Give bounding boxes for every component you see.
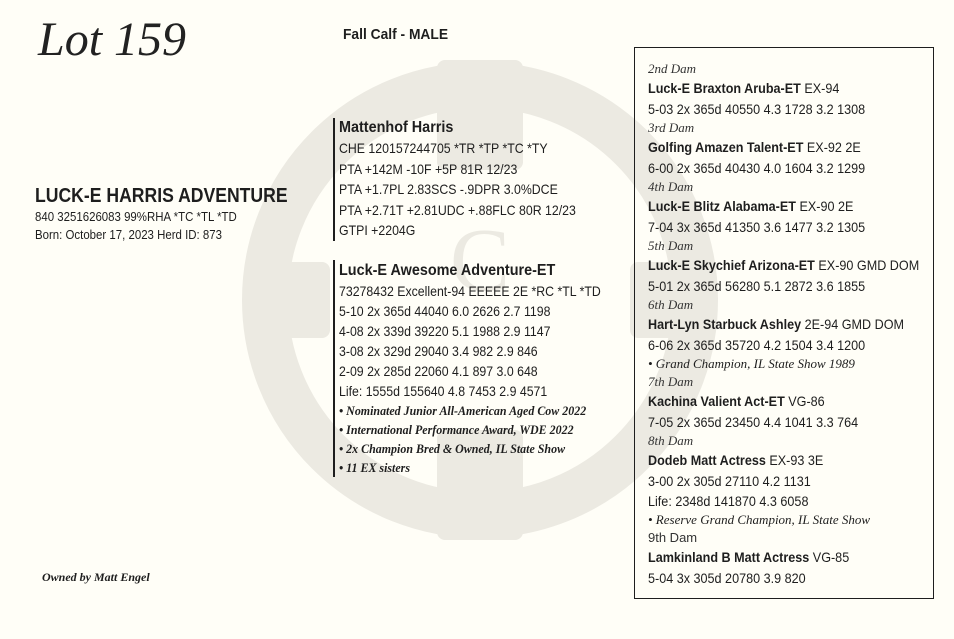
sire-line: PTA +1.7PL 2.83SCS -.9DPR 3.0%DCE (339, 181, 558, 197)
ancestor-record: 6-06 2x 365d 35720 4.2 1504 3.4 1200 (648, 337, 866, 353)
class-label: Fall Calf - MALE (343, 26, 449, 43)
ancestor-name: Hart-Lyn Starbuck Ashley (648, 316, 802, 332)
dam-line: 4-08 2x 339d 39220 5.1 1988 2.9 1147 (339, 323, 551, 339)
ancestor-score: EX-92 2E (806, 139, 861, 155)
animal-name: LUCK-E HARRIS ADVENTURE (35, 185, 288, 207)
sire-line: GTPI +2204G (339, 222, 416, 238)
ancestor-record: 5-04 3x 305d 20780 3.9 820 (648, 570, 806, 586)
generation-label: 8th Dam (648, 433, 694, 448)
generation-label: 3rd Dam (648, 120, 695, 135)
dam-note: • 11 EX sisters (339, 460, 410, 475)
generation-label: 2nd Dam (648, 61, 697, 76)
ancestor-score: VG-85 (812, 549, 850, 565)
ancestor-note: • Reserve Grand Champion, IL State Show (648, 512, 871, 527)
ancestor-name: Luck-E Skychief Arizona-ET (648, 257, 815, 273)
sire-line: PTA +142M -10F +5P 81R 12/23 (339, 160, 518, 177)
lot-title: Lot 159 (38, 13, 187, 66)
sire-line: CHE 120157244705 *TR *TP *TC *TY (339, 140, 548, 156)
generation-label: 5th Dam (648, 238, 694, 253)
dam-line: 2-09 2x 285d 22060 4.1 897 3.0 648 (339, 363, 538, 379)
ancestor-name: Golfing Amazen Talent-ET (648, 139, 804, 155)
ancestor-score: EX-90 GMD DOM (818, 257, 920, 273)
ancestor-name: Dodeb Matt Actress (648, 452, 766, 468)
dam-name: Luck-E Awesome Adventure-ET (339, 262, 556, 279)
ancestor-name-line (648, 390, 905, 412)
ancestor-name-line (648, 136, 905, 158)
ancestor-note: • Grand Champion, IL State Show 1989 (648, 356, 855, 371)
ancestor-name: Luck-E Blitz Alabama-ET (648, 198, 796, 214)
ancestor-name-line (648, 254, 920, 276)
ancestor-record: 3-00 2x 305d 27110 4.2 1131 (648, 473, 811, 489)
pedigree-box (634, 47, 934, 599)
ancestor-record: 7-05 2x 365d 23450 4.4 1041 3.3 764 (648, 414, 859, 430)
ancestor-record: 5-03 2x 365d 40550 4.3 1728 3.2 1308 (648, 101, 866, 117)
ancestor-score: VG-86 (788, 393, 825, 409)
dam-line: 5-10 2x 365d 44040 6.0 2626 2.7 1198 (339, 303, 551, 319)
ancestor-score: EX-94 (804, 80, 840, 96)
generation-label: 9th Dam (648, 530, 698, 545)
generation-label: 7th Dam (648, 374, 694, 389)
animal-born: Born: October 17, 2023 Herd ID: 873 (35, 227, 222, 242)
ancestor-name-line (648, 195, 905, 217)
ancestor-score: EX-90 2E (799, 198, 854, 214)
sire-block (333, 118, 608, 241)
generation-label: 4th Dam (648, 179, 694, 194)
dam-note: • 2x Champion Bred & Owned, IL State Show (339, 441, 566, 456)
dam-note: • International Performance Award, WDE 2022 (339, 422, 574, 437)
ancestor-name-line (648, 449, 905, 471)
ancestor-score: EX-93 3E (769, 452, 824, 468)
dam-block (333, 260, 637, 477)
dam-line: 3-08 2x 329d 29040 3.4 982 2.9 846 (339, 343, 538, 359)
ancestor-record: 6-00 2x 365d 40430 4.0 1604 3.2 1299 (648, 160, 866, 176)
ancestor-name: Kachina Valient Act-ET (648, 393, 785, 409)
svg-text:C: C (449, 211, 511, 310)
ancestor-name-line (648, 313, 905, 335)
ancestor-score: 2E-94 GMD DOM (804, 316, 905, 332)
ancestor-name-line (648, 546, 905, 568)
ancestor-record: 7-04 3x 365d 41350 3.6 1477 3.2 1305 (648, 219, 866, 235)
ancestor-name: Lamkinland B Matt Actress (648, 549, 810, 565)
dam-note: • Nominated Junior All-American Aged Cow 2022 (339, 403, 587, 418)
ancestor-name: Luck-E Braxton Aruba-ET (648, 80, 801, 96)
ancestor-record: 5-01 2x 365d 56280 5.1 2872 3.6 1855 (648, 278, 866, 294)
animal-info (35, 184, 322, 244)
owner-label: Owned by Matt Engel (42, 570, 150, 584)
sire-line: PTA +2.71T +2.81UDC +.88FLC 80R 12/23 (339, 201, 576, 218)
ancestor-record: Life: 2348d 141870 4.3 6058 (648, 493, 809, 509)
generation-label: 6th Dam (648, 297, 694, 312)
animal-registration: 840 3251626083 99%RHA *TC *TL *TD (35, 209, 237, 224)
ancestor-name-line (648, 77, 905, 99)
dam-line: 73278432 Excellent-94 EEEEE 2E *RC *TL *TD (339, 283, 601, 299)
dam-line: Life: 1555d 155640 4.8 7453 2.9 4571 (339, 383, 548, 399)
sire-name: Mattenhof Harris (339, 119, 454, 136)
